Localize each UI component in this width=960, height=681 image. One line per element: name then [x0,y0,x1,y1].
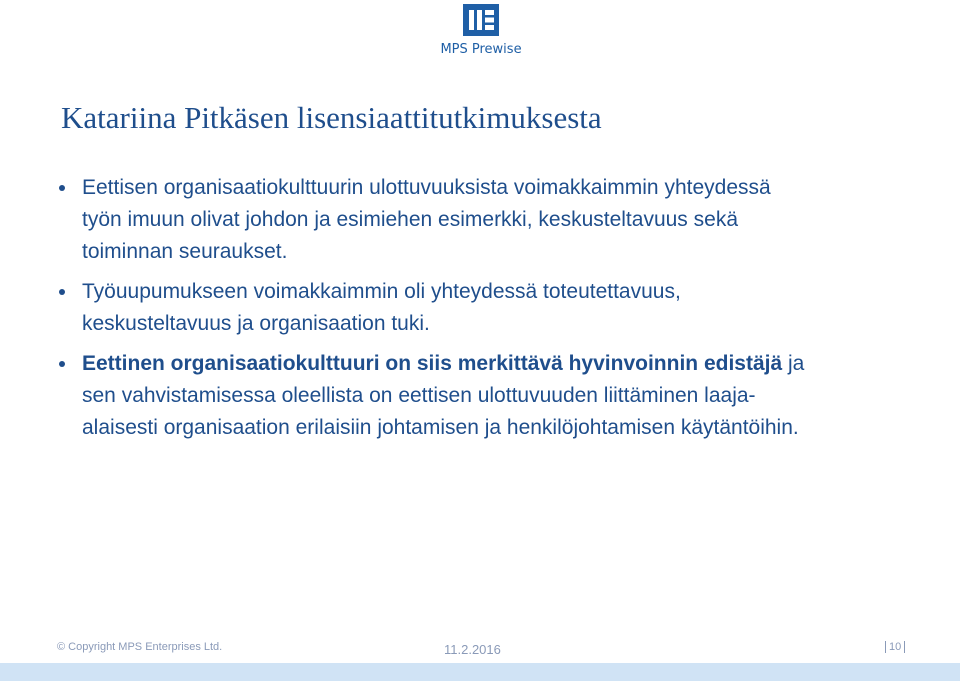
bullet-dot-icon [59,289,65,295]
bottom-bar [0,663,960,681]
footer-date: 11.2.2016 [444,642,501,657]
bullet-line: työn imuun olivat johdon ja esimiehen esimerkki, keskusteltavuus sekä [82,208,738,231]
bullet-item-3 [56,348,936,444]
bullet-line: keskusteltavuus ja organisaation tuki. [82,312,430,335]
company-logo [436,2,526,60]
page-number: 10 [885,641,905,653]
footer-copyright: © Copyright MPS Enterprises Ltd. [57,641,223,653]
bullet-line: Työuupumukseen voimakkaimmin oli yhteydessä toteutettavuus, [82,280,681,303]
bullet-list [56,172,936,452]
bullet-line: alaisesti organisaation erilaisiin johtamisen ja henkilöjohtamisen käytäntöihin. [82,416,799,439]
bullet-line: toiminnan seuraukset. [82,240,288,263]
slide-title: Katariina Pitkäsen lisensiaattitutkimuksesta [61,100,602,135]
logo-text: MPS Prewise [440,42,522,57]
bullet-dot-icon [59,185,65,191]
bullet-line-rest: ja [782,352,805,375]
bullet-item-2 [56,276,936,340]
bullet-line [82,348,936,380]
bullet-dot-icon [59,361,65,367]
bullet-line: Eettisen organisaatiokulttuurin ulottuvuuksista voimakkaimmin yhteydessä [82,176,771,199]
bullet-item-1 [56,172,936,268]
mps-logo-icon [461,2,501,38]
bullet-line: sen vahvistamisessa oleellista on eettisen ulottuvuuden liittäminen laaja- [82,384,756,407]
bullet-emphasis: Eettinen organisaatiokulttuuri on siis merkittävä hyvinvoinnin edistäjä [82,352,783,375]
